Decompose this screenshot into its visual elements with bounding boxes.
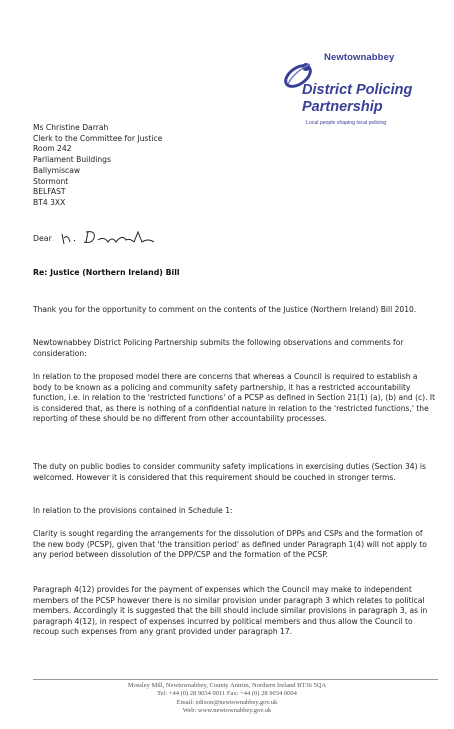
logo-tagline: Local people shaping local policing <box>306 120 387 126</box>
address-line: BELFAST <box>33 187 66 197</box>
footer-contact <box>0 682 454 716</box>
body-paragraph: Clarity is sought regarding the arrangements for the dissolution of DPPs and CSPs and the formation of the new body (PCSP), given that 'the transition period' as defined under Paragraph 1(4) will not apply to any period between dissolution of the DPP/CSP and the formation of the PCSP. <box>33 529 427 560</box>
address-line: Ms Christine Darrah <box>33 123 109 132</box>
footer-divider <box>33 679 438 680</box>
logo-title-line-1: District Policing <box>302 82 413 98</box>
body-paragraph: In relation to the provisions contained in Schedule 1: <box>33 506 233 515</box>
handwritten-name-signature <box>60 226 170 248</box>
address-line: Clerk to the Committee for Justice <box>33 133 163 143</box>
salutation: Dear <box>33 234 52 243</box>
recipient-address <box>33 123 162 209</box>
body-paragraph: Newtownabbey District Policing Partnership submits the following observations and comments for consideration: <box>33 338 404 358</box>
body-paragraph: The duty on public bodies to consider community safety implications in exercising duties (Section 34) is welcomed. However it is considered that this requirement should be couched in stronger terms. <box>33 462 426 482</box>
footer-address: Mossley Mill, Newtownabbey, County Antrim, Northern Ireland BT36 5QA <box>127 682 327 689</box>
address-line: Ballymiscaw <box>33 165 81 175</box>
address-line: Parliament Buildings <box>33 155 111 165</box>
footer-web: Web: www.newtownabbey.gov.uk <box>182 707 272 715</box>
footer-email: Email: edixon@newtownabbey.gov.uk <box>176 698 278 706</box>
body-paragraph: In relation to the proposed model there are concerns that whereas a Council is required to establish a body to be known as a policing and community safety partnership, it has a restricted accountability function, i.e. in relation to the 'restricted functions' of a PCSP as defined in Section 21(1) (a), (b) and (c). It is considered that, as there is nothing of a confidential nature in relation to the 'restricted functions,' the reporting of these should be no different from other accountability processes. <box>33 372 436 424</box>
subject-line: Re: Justice (Northern Ireland) Bill <box>33 268 180 277</box>
body-paragraph: Thank you for the opportunity to comment on the contents of the Justice (Northern Ireland) Bill 2010. <box>33 305 417 314</box>
letterhead-logo <box>280 44 440 134</box>
body-paragraph: Paragraph 4(12) provides for the payment of expenses which the Council may make to independent members of the PCSP however there is no similar provision under paragraph 3 which relates to political members. Accordingly it is suggested that the bill should include similar provisions in paragraph 3, as in paragraph 4(12), in respect of expenses incurred by political members and thus allow the Council to recoup such expenses from any grant provided under paragraph 17. <box>33 585 428 637</box>
logo-org-name: Newtownabbey <box>324 52 395 63</box>
address-line: BT4 3XX <box>33 197 66 207</box>
footer-phone-fax: Tel: +44 (0) 28 9034 0011 Fax: +44 (0) 28 9034 0004 <box>157 690 297 698</box>
logo-title-line-2: Partnership <box>302 99 383 115</box>
address-line: Room 242 <box>33 144 72 154</box>
address-line: Stormont <box>33 176 69 186</box>
